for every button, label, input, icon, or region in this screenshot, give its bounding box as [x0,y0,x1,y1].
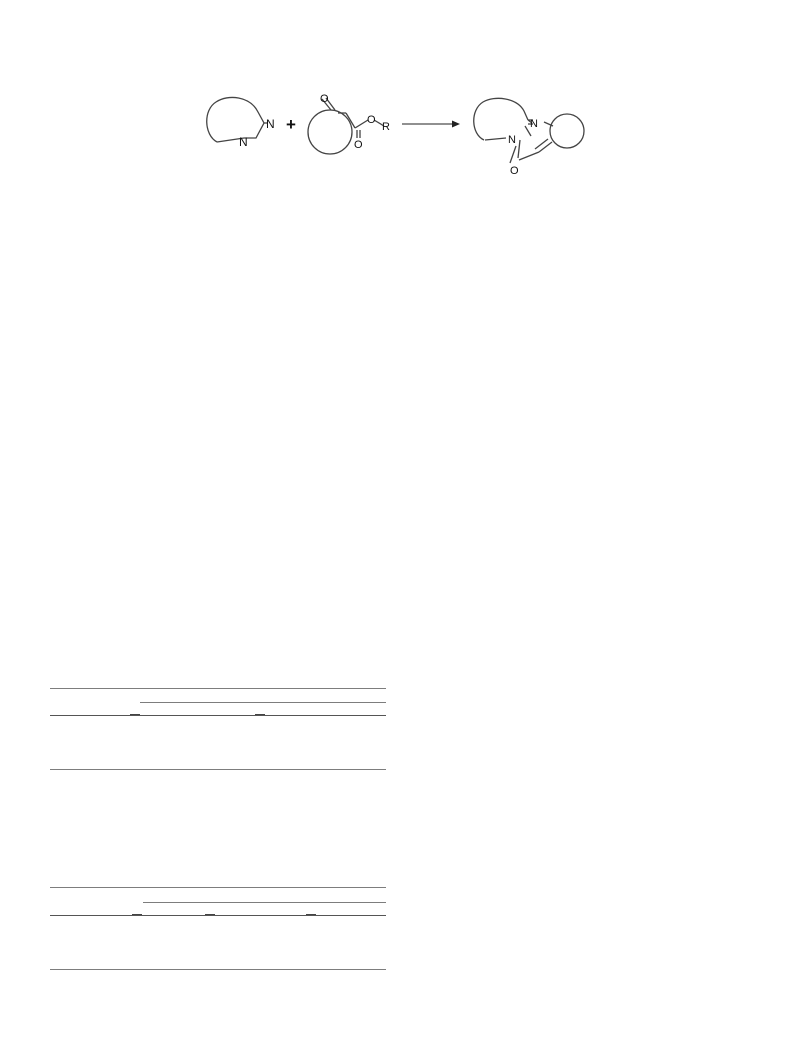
product-oxygen: O [510,165,519,177]
carbonyl-oxygen: O [354,139,363,151]
table-2-header-rule [50,915,386,916]
table-1-header-tick [130,714,140,715]
table-2-header-tick [132,914,142,915]
amidine-nitrogen-exo: N [266,117,275,131]
table-2-bottom-rule [50,969,386,970]
ester-r-group: R [382,121,390,133]
reaction-scheme [190,80,600,190]
table-1-spanner-rule [140,702,386,703]
table-1-bottom-rule [50,769,386,770]
table-2 [50,887,386,973]
reactant-amidine [207,97,268,142]
table-1-header-tick [255,714,265,715]
product-nitrogen-imine: N [530,118,538,130]
table-2-header-tick [205,914,215,915]
product-tricycle [474,98,584,163]
table-1-header-rule [50,715,386,716]
plus-sign: + [286,115,296,134]
table-2-spanner-rule [143,902,386,903]
reaction-arrow [402,121,460,128]
table-2-top-rule [50,887,386,888]
table-2-header-tick [306,914,316,915]
ketone-oxygen: O [320,93,329,105]
table-1-top-rule [50,688,386,689]
product-nitrogen-bridge: N [508,134,516,146]
ester-oxygen: O [367,114,376,126]
reactant-ketoester [308,98,384,154]
table-1 [50,688,386,772]
amidine-nitrogen-ring: N [239,135,248,149]
